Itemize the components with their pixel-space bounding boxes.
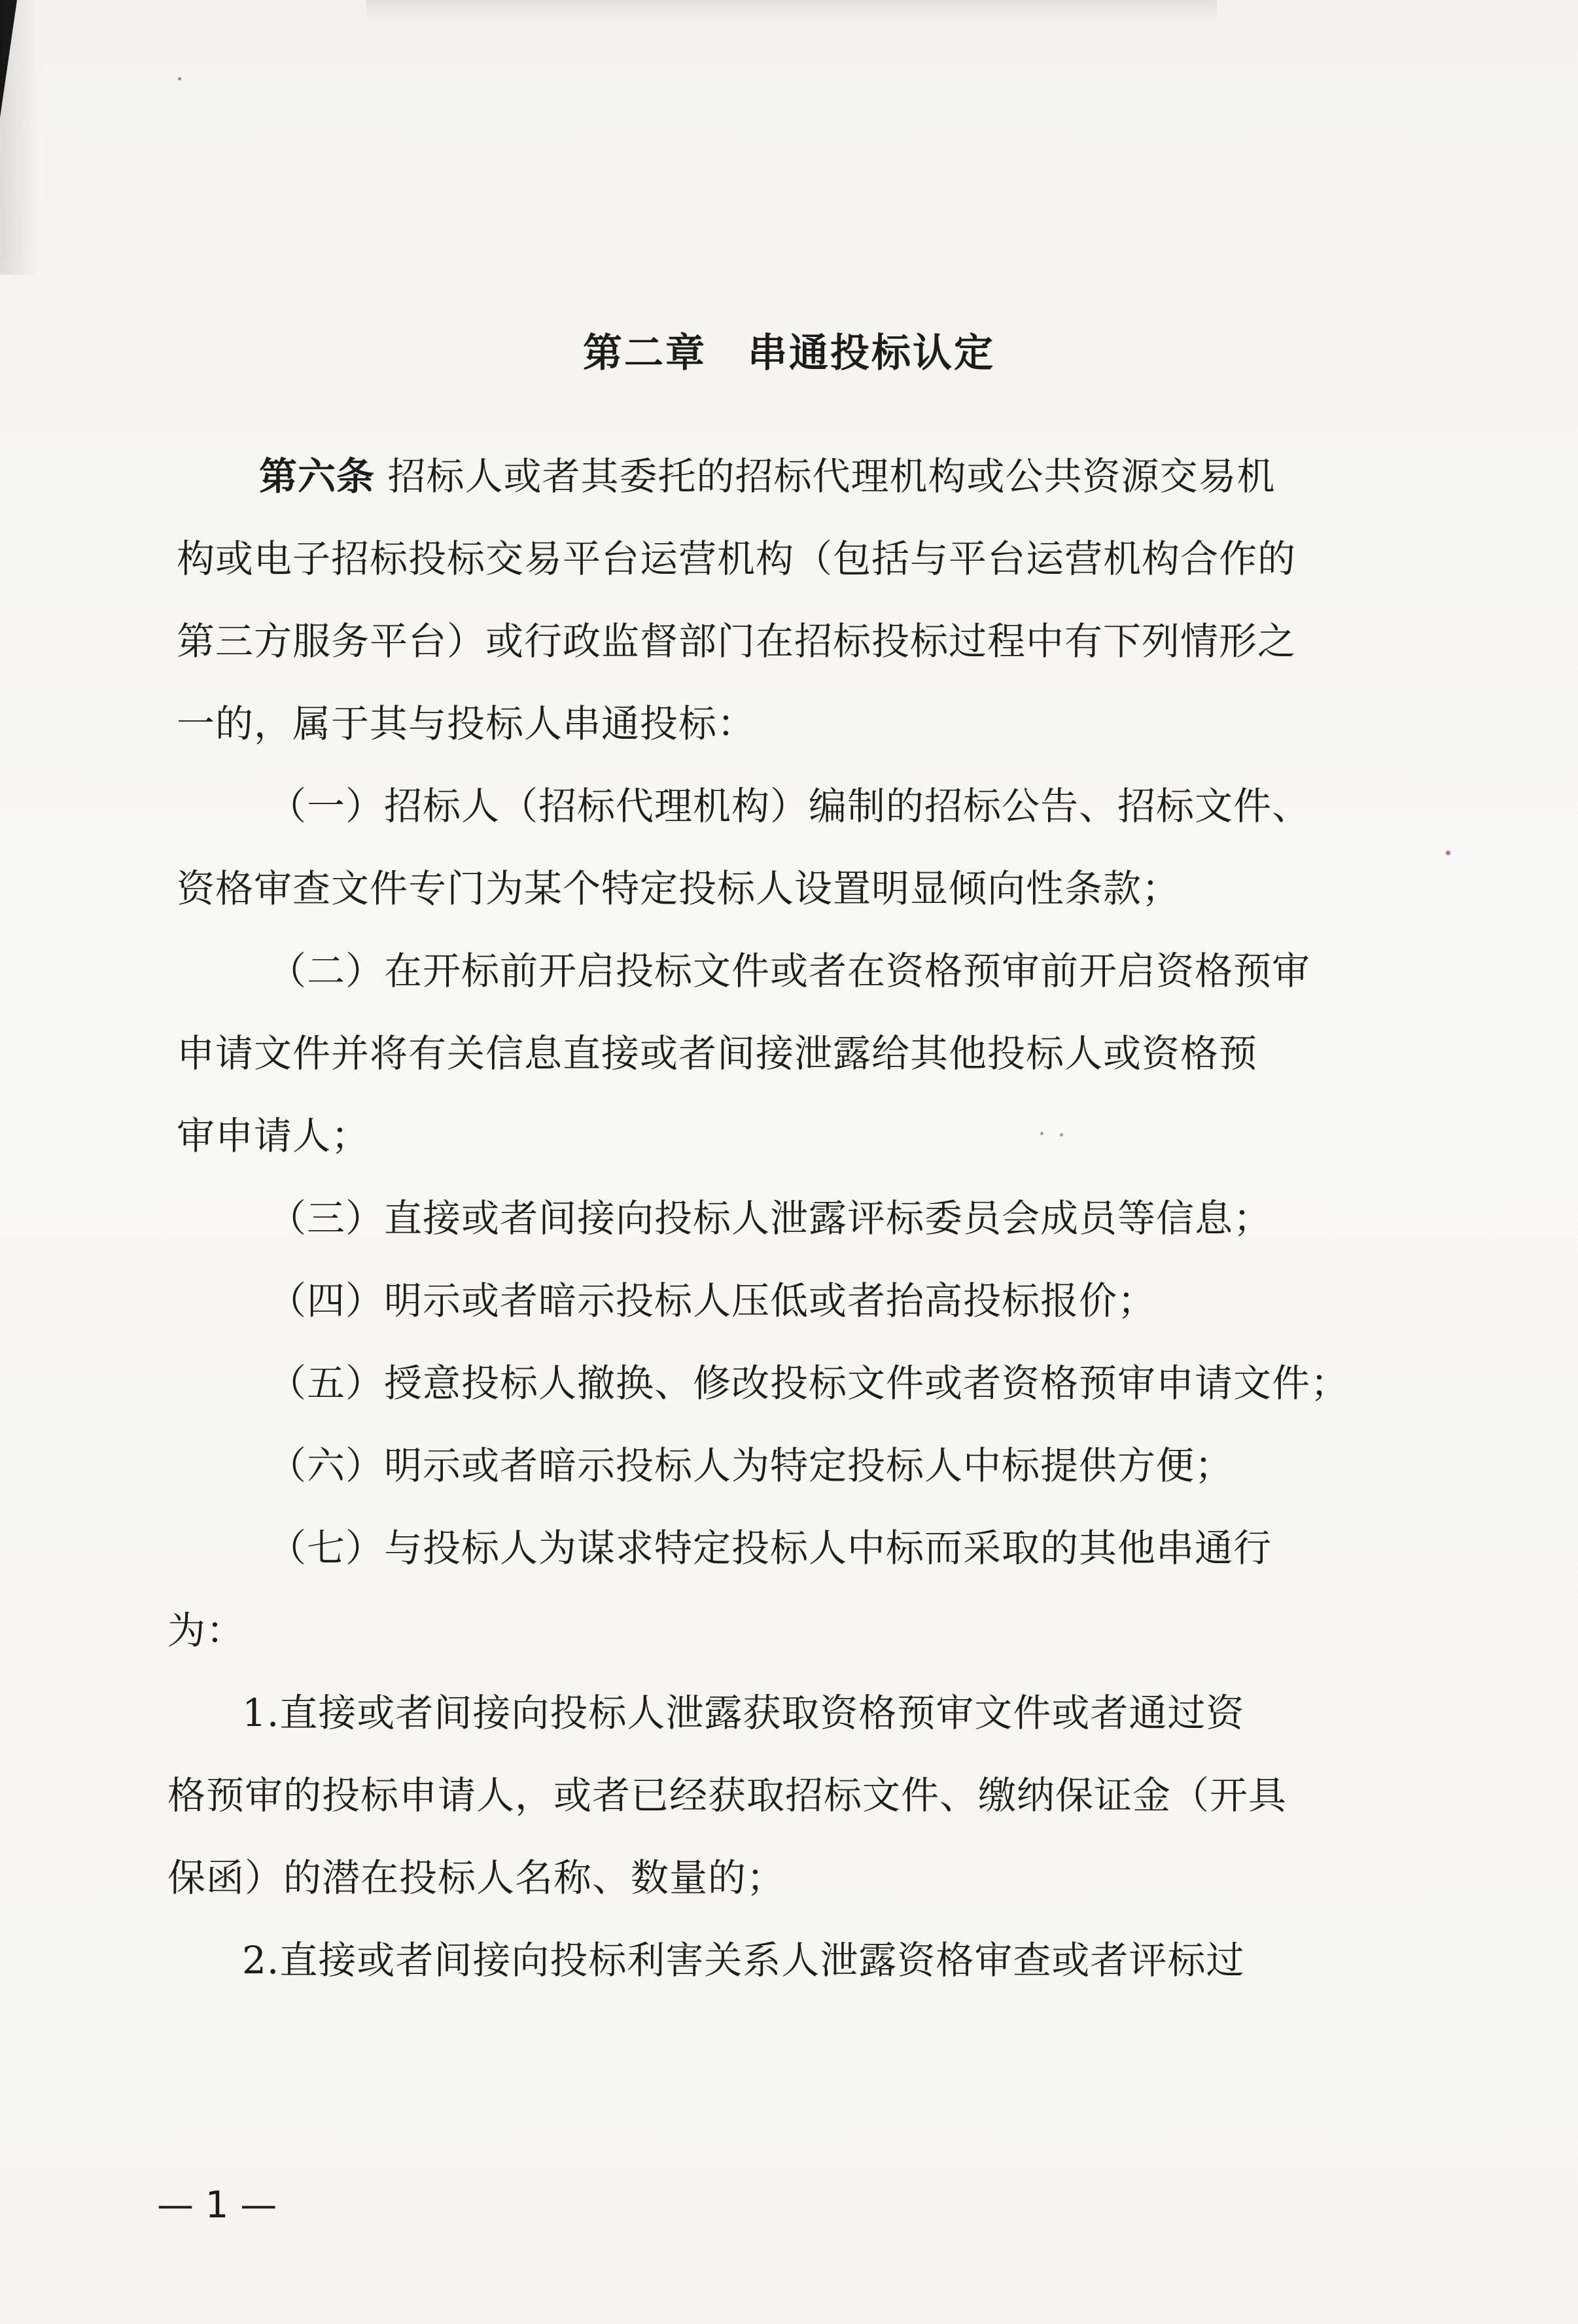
list-item-line: （二）在开标前开启投标文件或者在资格预审前开启资格预审 (268, 949, 1311, 993)
list-item-line: （三）直接或者间接向投标人泄露评标委员会成员等信息； (268, 1196, 1272, 1241)
article-first-line (259, 453, 1275, 500)
scan-speck (178, 77, 181, 80)
list-item-line: 为： (167, 1608, 245, 1653)
chapter-title: 第二章 串通投标认定 (583, 330, 995, 376)
scan-speck (1446, 851, 1450, 855)
article-line: 第三方服务平台）或行政监督部门在招标投标过程中有下列情形之 (177, 619, 1297, 663)
article-line: 构或电子招标投标交易平台运营机构（包括与平台运营机构合作的 (177, 537, 1297, 581)
sub-item-line: 格预审的投标申请人，或者已经获取招标文件、缴纳保证金（开具 (167, 1773, 1288, 1818)
list-item-line: 审申请人； (177, 1114, 370, 1158)
list-item-line: （一）招标人（招标代理机构）编制的招标公告、招标文件、 (268, 784, 1311, 828)
scan-speck (1060, 1133, 1063, 1136)
list-item-line: 申请文件并将有关信息直接或者间接泄露给其他投标人或资格预 (177, 1031, 1258, 1076)
article-line: 招标人或者其委托的招标代理机构或公共资源交易机 (375, 454, 1276, 499)
scan-speck (1040, 1132, 1043, 1135)
list-item-line: 资格审查文件专门为某个特定投标人设置明显倾向性条款； (177, 866, 1181, 911)
list-item-line: （四）明示或者暗示投标人压低或者抬高投标报价； (268, 1278, 1157, 1323)
scan-top-smudge (366, 0, 1217, 22)
sub-item-line: 保函）的潜在投标人名称、数量的； (167, 1856, 786, 1900)
page-number: — 1 — (157, 2184, 277, 2227)
list-item-line: （七）与投标人为谋求特定投标人中标而采取的其他串通行 (268, 1526, 1272, 1570)
scan-edge-shade (0, 0, 39, 275)
sub-item-line: 1.直接或者间接向投标人泄露获取资格预审文件或者通过资 (242, 1691, 1245, 1735)
article-line: 一的，属于其与投标人串通投标： (177, 701, 756, 746)
list-item-line: （五）授意投标人撤换、修改投标文件或者资格预审申请文件； (268, 1361, 1350, 1405)
list-item-line: （六）明示或者暗示投标人为特定投标人中标提供方便； (268, 1443, 1234, 1488)
sub-item-line: 2.直接或者间接向投标利害关系人泄露资格审查或者评标过 (242, 1938, 1245, 1982)
article-head: 第六条 (259, 454, 376, 499)
